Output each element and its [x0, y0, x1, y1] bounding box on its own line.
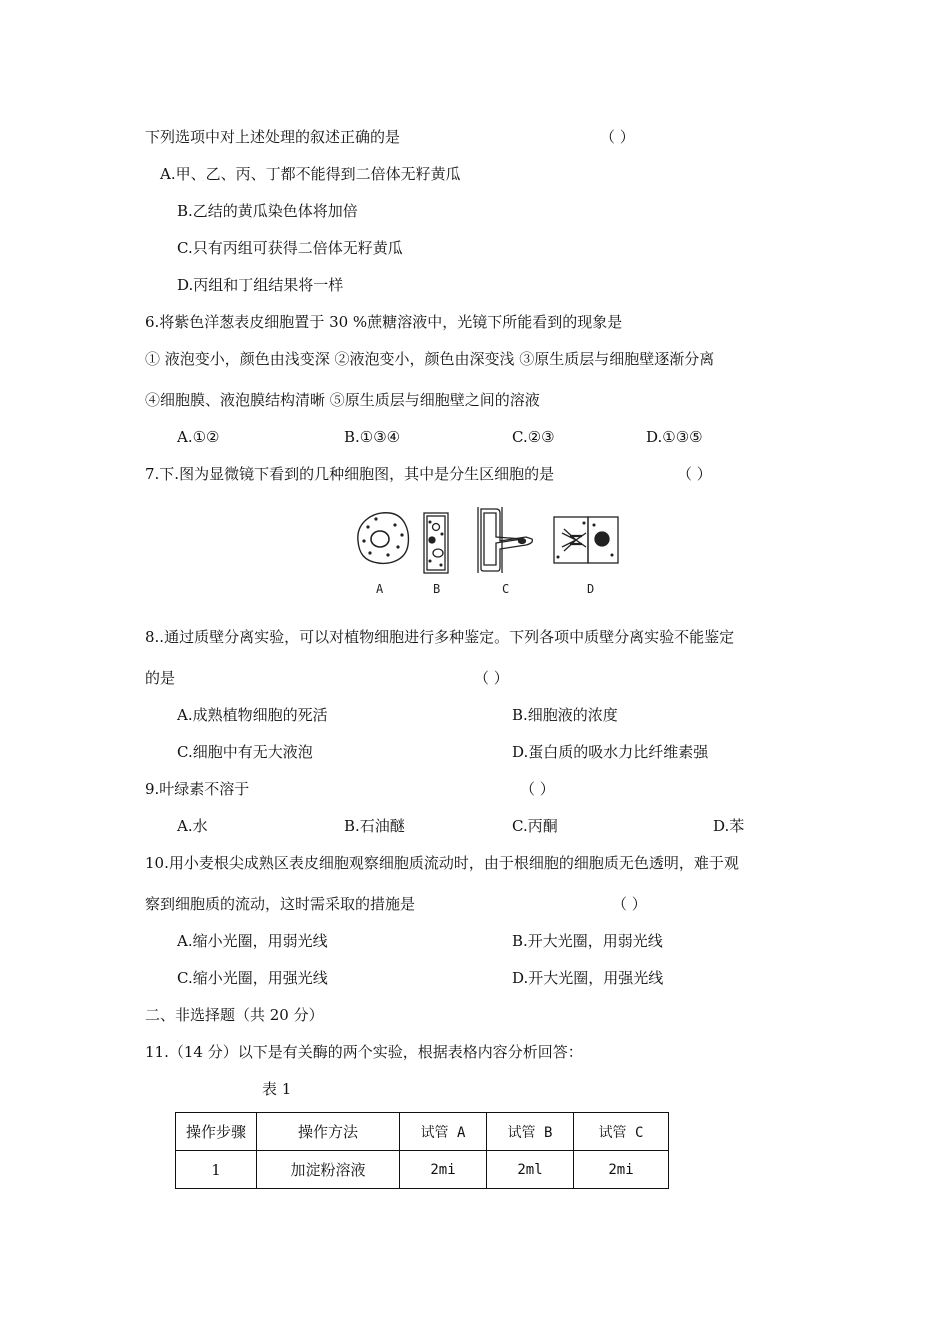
experiment-table — [175, 1112, 669, 1189]
q11-stem: 11.（14 分）以下是有关酶的两个实验，根据表格内容分析回答： — [145, 1043, 583, 1061]
table-header-row — [176, 1113, 669, 1151]
q6-stem: 6.将紫色洋葱表皮细胞置于 30 %蔗糖溶液中，光镜下所能看到的现象是 — [145, 313, 623, 331]
table-cell: 1 — [176, 1151, 257, 1189]
q8-option-b: B.细胞液的浓度 — [512, 706, 618, 724]
table-header-cell: 试管 A — [400, 1113, 487, 1151]
cell-a-drawing — [358, 513, 409, 564]
q6-option-b: B.①③④ — [344, 428, 401, 446]
q7-stem: 7.下.图为显微镜下看到的几种细胞图，其中是分生区细胞的是 — [145, 465, 555, 483]
q6-option-d: D.①③⑤ — [646, 428, 703, 446]
figure-label-b: B — [433, 582, 441, 596]
q8-option-a: A.成熟植物细胞的死活 — [177, 706, 328, 724]
table-cell: 2mi — [400, 1151, 487, 1189]
figure-label-a: A — [376, 582, 384, 596]
q9-option-c: C.丙酮 — [512, 817, 558, 835]
table-cell: 2mi — [574, 1151, 669, 1189]
table-cell: 加淀粉溶液 — [257, 1151, 400, 1189]
table-title: 表 1 — [262, 1080, 292, 1098]
q10-answer-paren: （ ） — [612, 895, 647, 913]
q9-option-a: A.水 — [177, 817, 208, 835]
q9-option-b: B.石油醚 — [344, 817, 405, 835]
q9-stem: 9.叶绿素不溶于 — [145, 780, 250, 798]
q10-option-d: D.开大光圈，用强光线 — [512, 969, 664, 987]
q10-stem: 10.用小麦根尖成熟区表皮细胞观察细胞质流动时，由于根细胞的细胞质无色透明，难于观 — [145, 854, 739, 872]
q10-option-b: B.开大光圈，用弱光线 — [512, 932, 663, 950]
q10-stem-cont: 察到细胞质的流动，这时需采取的措施是 — [145, 895, 416, 913]
q10-option-c: C.缩小光圈，用强光线 — [177, 969, 328, 987]
table-cell: 2ml — [487, 1151, 574, 1189]
q8-option-c: C.细胞中有无大液泡 — [177, 743, 313, 761]
q9-answer-paren: （ ） — [520, 780, 555, 798]
q8-answer-paren: （ ） — [474, 669, 509, 687]
table-header-cell: 试管 B — [487, 1113, 574, 1151]
table-header-cell: 操作方法 — [257, 1113, 400, 1151]
q6-statements-1: ① 液泡变小，颜色由浅变深 ②液泡变小，颜色由深变浅 ③原生质层与细胞壁逐渐分离 — [145, 350, 715, 368]
table-header-cell: 操作步骤 — [176, 1113, 257, 1151]
section-title: 二、非选择题（共 20 分） — [145, 1006, 324, 1024]
q5-stem: 下列选项中对上述处理的叙述正确的是 — [145, 128, 401, 146]
q5-option-a: A.甲、乙、丙、丁都不能得到二倍体无籽黄瓜 — [160, 165, 461, 183]
q9-option-d: D.苯 — [713, 817, 745, 835]
figure-label-d: D — [587, 582, 595, 596]
cell-b-drawing — [424, 513, 448, 573]
q8-option-d: D.蛋白质的吸水力比纤维素强 — [512, 743, 709, 761]
q6-option-a: A.①② — [177, 428, 220, 446]
q7-answer-paren: （ ） — [677, 465, 712, 483]
q5-answer-paren: （ ） — [600, 128, 635, 146]
table-row — [176, 1151, 669, 1189]
q8-stem: 8..通过质壁分离实验，可以对植物细胞进行多种鉴定。下列各项中质壁分离实验不能鉴定 — [145, 628, 735, 646]
q6-option-c: C.②③ — [512, 428, 555, 446]
table-header-cell: 试管 C — [574, 1113, 669, 1151]
q5-option-b: B.乙结的黄瓜染色体将加倍 — [177, 202, 358, 220]
q6-statements-2: ④细胞膜、液泡膜结构清晰 ⑤原生质层与细胞壁之间的溶液 — [145, 391, 540, 409]
figure-label-c: C — [502, 582, 510, 596]
q8-stem-cont: 的是 — [145, 669, 176, 687]
cell-d-drawing — [554, 517, 618, 563]
q5-option-c: C.只有丙组可获得二倍体无籽黄瓜 — [177, 239, 403, 257]
cell-c-drawing — [478, 507, 532, 573]
q10-option-a: A.缩小光圈，用弱光线 — [177, 932, 328, 950]
q5-option-d: D.丙组和丁组结果将一样 — [177, 276, 344, 294]
